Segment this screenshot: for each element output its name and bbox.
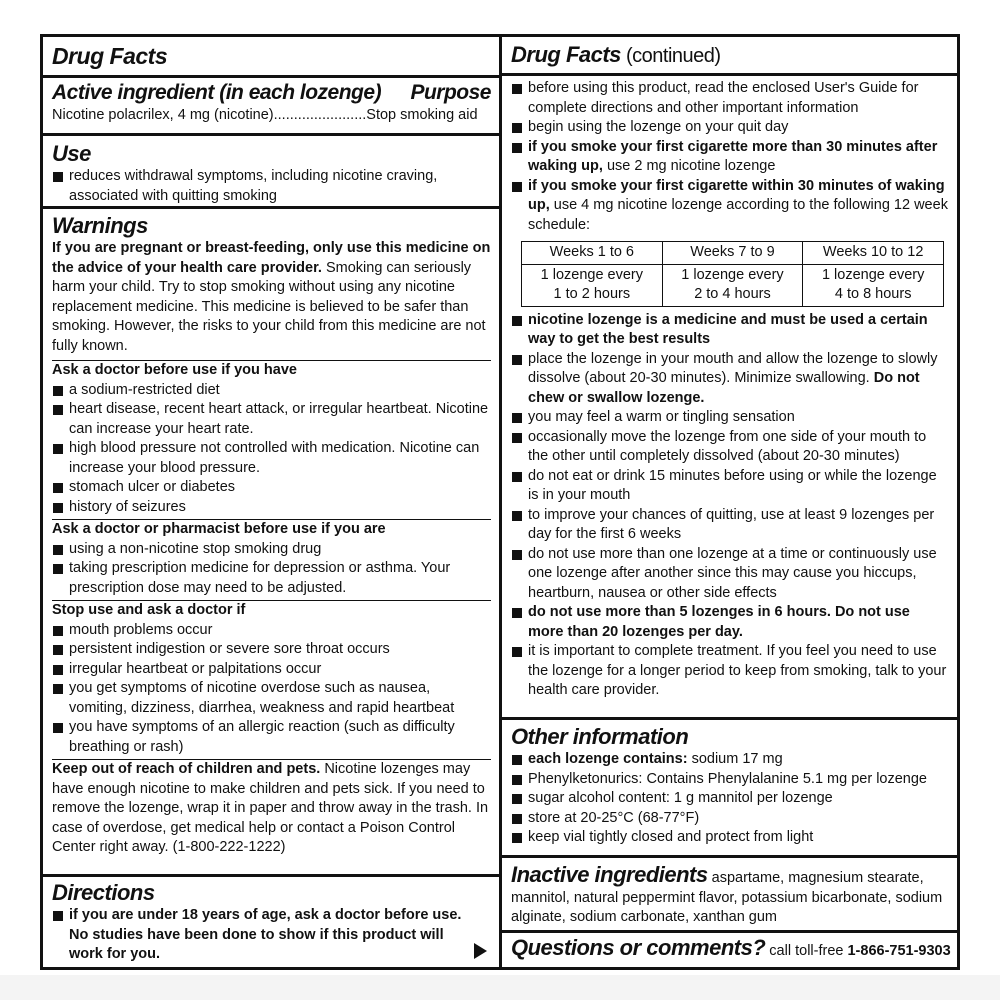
other-info-item	[511, 828, 949, 848]
keep-out-bold: Keep out of reach of children and pets.	[52, 761, 321, 777]
pregnant-warning	[52, 239, 491, 356]
questions-section	[502, 930, 957, 962]
direction-bold: if you smoke your first cigarette within 30 minutes of waking up,	[528, 177, 945, 213]
direction-item	[511, 79, 949, 118]
schedule-cell-line: 2 to 4 hours	[694, 286, 771, 302]
direction-bold: do not use more than 5 lozenges in 6 hours. Do not use more than 20 lozenges per day.	[528, 604, 910, 640]
other-info-item	[511, 750, 949, 770]
direction-text: use 2 mg nicotine lozenge	[602, 158, 776, 174]
direction-text: occasionally move the lozenge from one side of your mouth to the other until completely dissolved (about 20-30 minutes)	[528, 428, 927, 464]
stop-use-item: you get symptoms of nicotine overdose such as nausea, vomiting, dizziness, diarrhea, weakness and rapid heartbeat	[52, 679, 491, 718]
schedule-cell-line: 1 to 2 hours	[553, 286, 631, 302]
directions-item: if you are under 18 years of age, ask a doctor before use. No studies have been done to show if this product will work for you.	[52, 906, 491, 965]
purpose-header: Purpose	[410, 81, 491, 104]
schedule-header-cell: Weeks 1 to 6	[522, 242, 663, 265]
other-info-text: keep vial tightly closed and protect from light	[528, 829, 814, 845]
direction-text: you may feel a warm or tingling sensation	[528, 409, 795, 425]
directions-section	[43, 874, 499, 967]
direction-item	[511, 350, 949, 409]
schedule-cell	[803, 264, 944, 306]
continued-title-main: Drug Facts	[511, 42, 621, 67]
other-info-text: store at 20-25°C (68-77°F)	[528, 809, 700, 826]
direction-item	[511, 545, 949, 604]
direction-text: use 4 mg nicotine lozenge according to the following 12 week schedule:	[528, 197, 948, 233]
direction-item	[511, 138, 949, 177]
right-column	[502, 37, 957, 967]
other-info-text: Phenylketonurics: Contains Phenylalanine 5.1 mg per lozenge	[528, 770, 927, 787]
direction-item	[511, 642, 949, 701]
direction-text: place the lozenge in your mouth and allow the lozenge to slowly dissolve (about 20-30 minutes). Minimize swallowing.	[528, 350, 938, 386]
active-ingredient-line: Nicotine polacrilex, 4 mg (nicotine).......................Stop smoking aid	[52, 107, 478, 123]
schedule-header-cell: Weeks 7 to 9	[662, 242, 803, 265]
inactive-ingredients-title: Inactive ingredients	[511, 862, 708, 887]
ask-doctor-item: history of seizures	[52, 498, 491, 518]
drug-facts-title: Drug Facts	[52, 43, 168, 69]
stop-use-item: irregular heartbeat or palpitations occur	[52, 660, 491, 680]
other-info-text: sodium 17 mg	[687, 751, 783, 767]
continue-arrow-icon	[474, 943, 487, 959]
other-information-title: Other information	[511, 724, 689, 749]
ask-doctor-heading: Ask a doctor before use if you have	[52, 362, 297, 378]
schedule-row	[522, 264, 944, 306]
schedule-cell-line: 1 lozenge every	[681, 266, 784, 283]
active-ingredient-section	[43, 75, 499, 126]
other-info-bold: each lozenge contains:	[528, 751, 688, 767]
continued-section	[502, 42, 957, 69]
ask-doctor-item: heart disease, recent heart attack, or irregular heartbeat. Nicotine can increase your heart rate.	[52, 400, 491, 439]
pregnant-warning-bold: If you are pregnant or breast-feeding, only use this medicine on the advice of your health care provider.	[52, 240, 491, 276]
schedule-cell	[522, 264, 663, 306]
ask-pharmacist-item: taking prescription medicine for depression or asthma. Your prescription dose may need to be adjusted.	[52, 559, 491, 598]
direction-text: before using this product, read the enclosed User's Guide for complete directions and other important information	[528, 80, 919, 116]
ask-doctor-item: high blood pressure not controlled with medication. Nicotine can increase your blood pressure.	[52, 439, 491, 478]
directions-continued-section	[502, 73, 957, 701]
other-info-item	[511, 789, 949, 809]
direction-item	[511, 177, 949, 236]
direction-text: it is important to complete treatment. If you feel you need to use the lozenge for a longer period to keep from smoking, talk to your health care provider.	[528, 643, 947, 698]
direction-item	[511, 118, 949, 138]
use-title: Use	[52, 141, 91, 166]
inactive-ingredients	[511, 862, 949, 928]
direction-bold: nicotine lozenge is a medicine and must be used a certain way to get the best results	[528, 311, 928, 347]
bottom-background-strip	[0, 975, 1000, 1000]
direction-item	[511, 603, 949, 642]
questions-line	[511, 935, 949, 962]
direction-item	[511, 408, 949, 428]
stop-use-item: persistent indigestion or severe sore throat occurs	[52, 640, 491, 660]
other-information-section	[502, 717, 957, 848]
other-info-item	[511, 770, 949, 790]
direction-text: do not eat or drink 15 minutes before using or while the lozenge is in your mouth	[528, 467, 937, 503]
warnings-section	[43, 206, 499, 858]
direction-text: do not use more than one lozenge at a time or continuously use one lozenge after another since this may cause you hiccups, heartburn, nausea or other side effects	[528, 545, 937, 601]
direction-item	[511, 311, 949, 350]
questions-title: Questions or comments?	[511, 935, 766, 960]
other-info-text: sugar alcohol content: 1 g mannitol per lozenge	[528, 790, 833, 806]
inactive-ingredients-text: aspartame, magnesium stearate, mannitol, natural peppermint flavor, potassium bicarbonate, sodium alginate, sodium carbonate, xanthan gum	[511, 870, 943, 925]
stop-use-heading: Stop use and ask a doctor if	[52, 602, 246, 618]
other-info-item	[511, 809, 949, 829]
warnings-title: Warnings	[52, 213, 148, 238]
ask-pharmacist-item: using a non-nicotine stop smoking drug	[52, 540, 491, 560]
title-section	[43, 43, 499, 69]
direction-text: begin using the lozenge on your quit day	[528, 119, 789, 135]
questions-call-text: call toll-free	[765, 943, 848, 959]
direction-item	[511, 506, 949, 545]
schedule-header-row	[522, 242, 944, 265]
drug-facts-panel	[40, 34, 960, 970]
active-ingredient-header: Active ingredient (in each lozenge)	[52, 81, 382, 104]
schedule-cell-line: 4 to 8 hours	[834, 286, 912, 302]
pregnant-warning-text: Smoking can seriously harm your child. Try to stop smoking without using any nicotine replacement medicine. This medicine is believed to be safer than smoking. However, the risks to your child from this medicine are not fully known.	[52, 259, 486, 354]
left-column	[43, 37, 502, 967]
direction-bold-trailing: Do not chew or swallow lozenge.	[528, 370, 920, 406]
keep-out-warning	[52, 760, 491, 858]
schedule-cell-line: 1 lozenge every	[821, 266, 925, 283]
direction-item	[511, 467, 949, 506]
ask-doctor-item: stomach ulcer or diabetes	[52, 478, 491, 498]
keep-out-text: Nicotine lozenges may have enough nicotine to make children and pets sick. If you need to remove the lozenge, wrap it in paper and throw away in the trash. In case of overdose, get medical help or contact a Poison Control Center right away. (1-800-222-1222)	[52, 761, 489, 855]
use-section	[43, 133, 499, 206]
schedule-header-cell: Weeks 10 to 12	[803, 242, 944, 265]
stop-use-item: mouth problems occur	[52, 621, 491, 641]
schedule-cell	[662, 264, 803, 306]
continued-suffix: (continued)	[620, 45, 721, 67]
inactive-ingredients-section	[502, 855, 957, 928]
dosing-schedule-table	[521, 241, 944, 307]
direction-text: to improve your chances of quitting, use at least 9 lozenges per day for the first 6 weeks	[528, 506, 935, 542]
use-item: reduces withdrawal symptoms, including nicotine craving, associated with quitting smoking	[52, 167, 491, 206]
ask-doctor-item: a sodium-restricted diet	[52, 381, 491, 401]
continued-title	[511, 42, 949, 69]
directions-title: Directions	[52, 880, 155, 905]
direction-item	[511, 428, 949, 467]
stop-use-item: you have symptoms of an allergic reaction (such as difficulty breathing or rash)	[52, 718, 491, 757]
questions-phone: 1-866-751-9303	[847, 943, 951, 959]
schedule-cell-line: 1 lozenge every	[540, 266, 644, 283]
direction-bold: if you smoke your first cigarette more than 30 minutes after waking up,	[528, 138, 938, 174]
ask-pharmacist-heading: Ask a doctor or pharmacist before use if you are	[52, 521, 386, 537]
